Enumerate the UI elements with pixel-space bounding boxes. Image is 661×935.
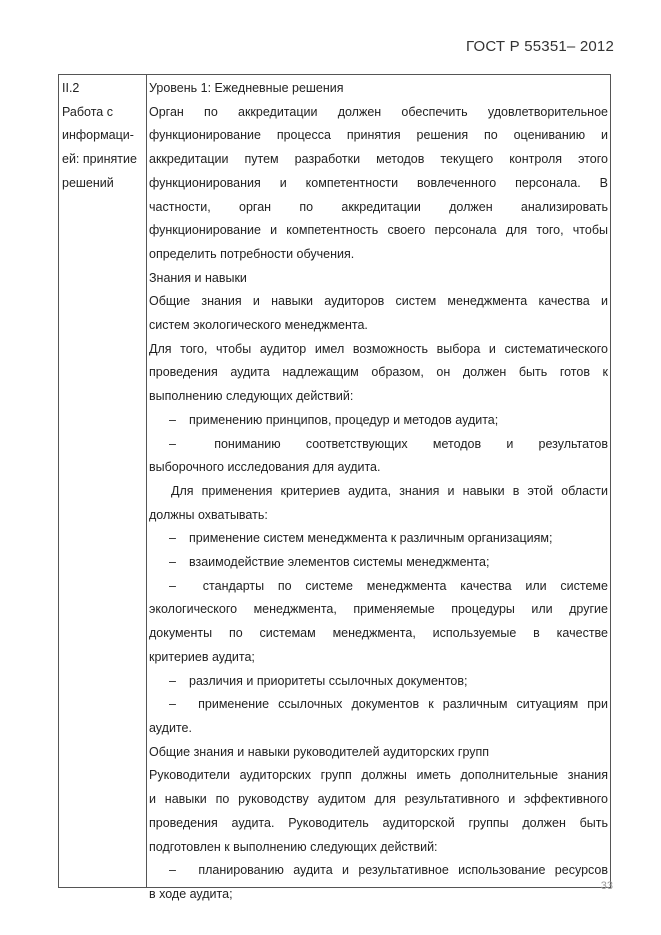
list-item-line [149,409,608,433]
list-dash: – [169,531,176,546]
section-label-line: решений [62,175,114,190]
text-line: экологического менеджмента, применяемые процедуры или другие [149,602,608,617]
text-line: функционирование и компетентность своего персонала для того, чтобы [149,223,608,238]
list-item-text: стандарты по системе менеджмента качества или системе [202,578,608,593]
requirements-table [58,74,611,901]
list-dash: – [169,863,176,878]
text-line: аудите. [149,720,192,735]
text-line: проведения аудита надлежащим образом, он должен быть готов к [149,365,608,380]
text-line: Орган по аккредитации должен обеспечить удовлетворительное [149,104,608,119]
page-number: 33 [600,880,613,892]
text-line: частности, орган по аккредитации должен анализировать [149,199,608,214]
list-item-line [149,859,608,883]
text-line: Общие знания и навыки аудиторов систем менеджмента качества и [149,294,608,309]
list-item-text: различия и приоритеты ссылочных документов; [189,673,468,688]
section-cell [62,77,144,196]
list-item-line [149,693,608,717]
list-item-line [149,551,608,575]
section-label-line: информаци- [62,128,134,143]
text-line: Уровень 1: Ежедневные решения [149,81,344,95]
text-line: аккредитации путем разработки методов текущего контроля этого [149,152,608,167]
text-line: Знания и навыки [149,270,247,285]
text-line: Для применения критериев аудита, знания и навыки в этой области [171,483,608,498]
list-dash: – [169,555,176,570]
list-item-line [149,670,608,694]
list-dash: – [169,697,176,712]
list-dash: – [169,412,176,427]
list-dash: – [169,673,176,688]
document-header: ГОСТ Р 55351– 2012 [466,38,614,55]
list-item-text: применение систем менеджмента к различным организациям; [189,531,553,546]
text-line: и навыки по руководству аудитом для результативного и эффективного [149,792,608,807]
list-item-text: планированию аудита и результативное использование ресурсов [198,863,609,878]
text-line: проведения аудита. Руководитель аудиторской группы должен быть [149,815,608,830]
list-item-text: применению принципов, процедур и методов аудита; [189,412,499,427]
text-line: функционирования и компетентности вовлеченного персонала. В [149,175,608,190]
section-label-line: Работа с [62,104,113,119]
content-cell [149,77,608,907]
text-line: систем экологического менеджмента. [149,318,368,333]
list-item-line [149,433,608,457]
text-line: функционирование процесса принятия решения по оцениванию и [149,128,608,143]
section-label-line: ей: принятие [62,152,137,167]
text-line: должны охватывать: [149,507,268,522]
list-dash: – [169,436,176,451]
text-line: выборочного исследования для аудита. [149,460,381,475]
column-divider [146,75,147,887]
text-line: Руководители аудиторских групп должны иметь дополнительные знания [149,768,608,783]
list-dash: – [169,578,176,593]
section-label-line: II.2 [62,81,80,95]
list-item-text: взаимодействие элементов системы менеджмента; [189,555,490,570]
text-line: Общие знания и навыки руководителей аудиторских групп [149,744,490,759]
list-item-text: пониманию соответствующих методов и результатов [214,436,608,451]
list-item-line [149,575,608,599]
text-line: критериев аудита; [149,649,255,664]
text-line: подготовлен к выполнению следующих действий: [149,839,438,854]
text-line: в ходе аудита; [149,886,233,901]
text-line: определить потребности обучения. [149,246,355,261]
list-item-line [149,527,608,551]
text-line: Для того, чтобы аудитор имел возможность выбора и систематического [149,341,608,356]
text-line: выполнению следующих действий: [149,389,354,404]
list-item-text: применение ссылочных документов к различным ситуациям при [198,697,608,712]
text-line: документы по системам менеджмента, используемые в качестве [149,626,608,641]
